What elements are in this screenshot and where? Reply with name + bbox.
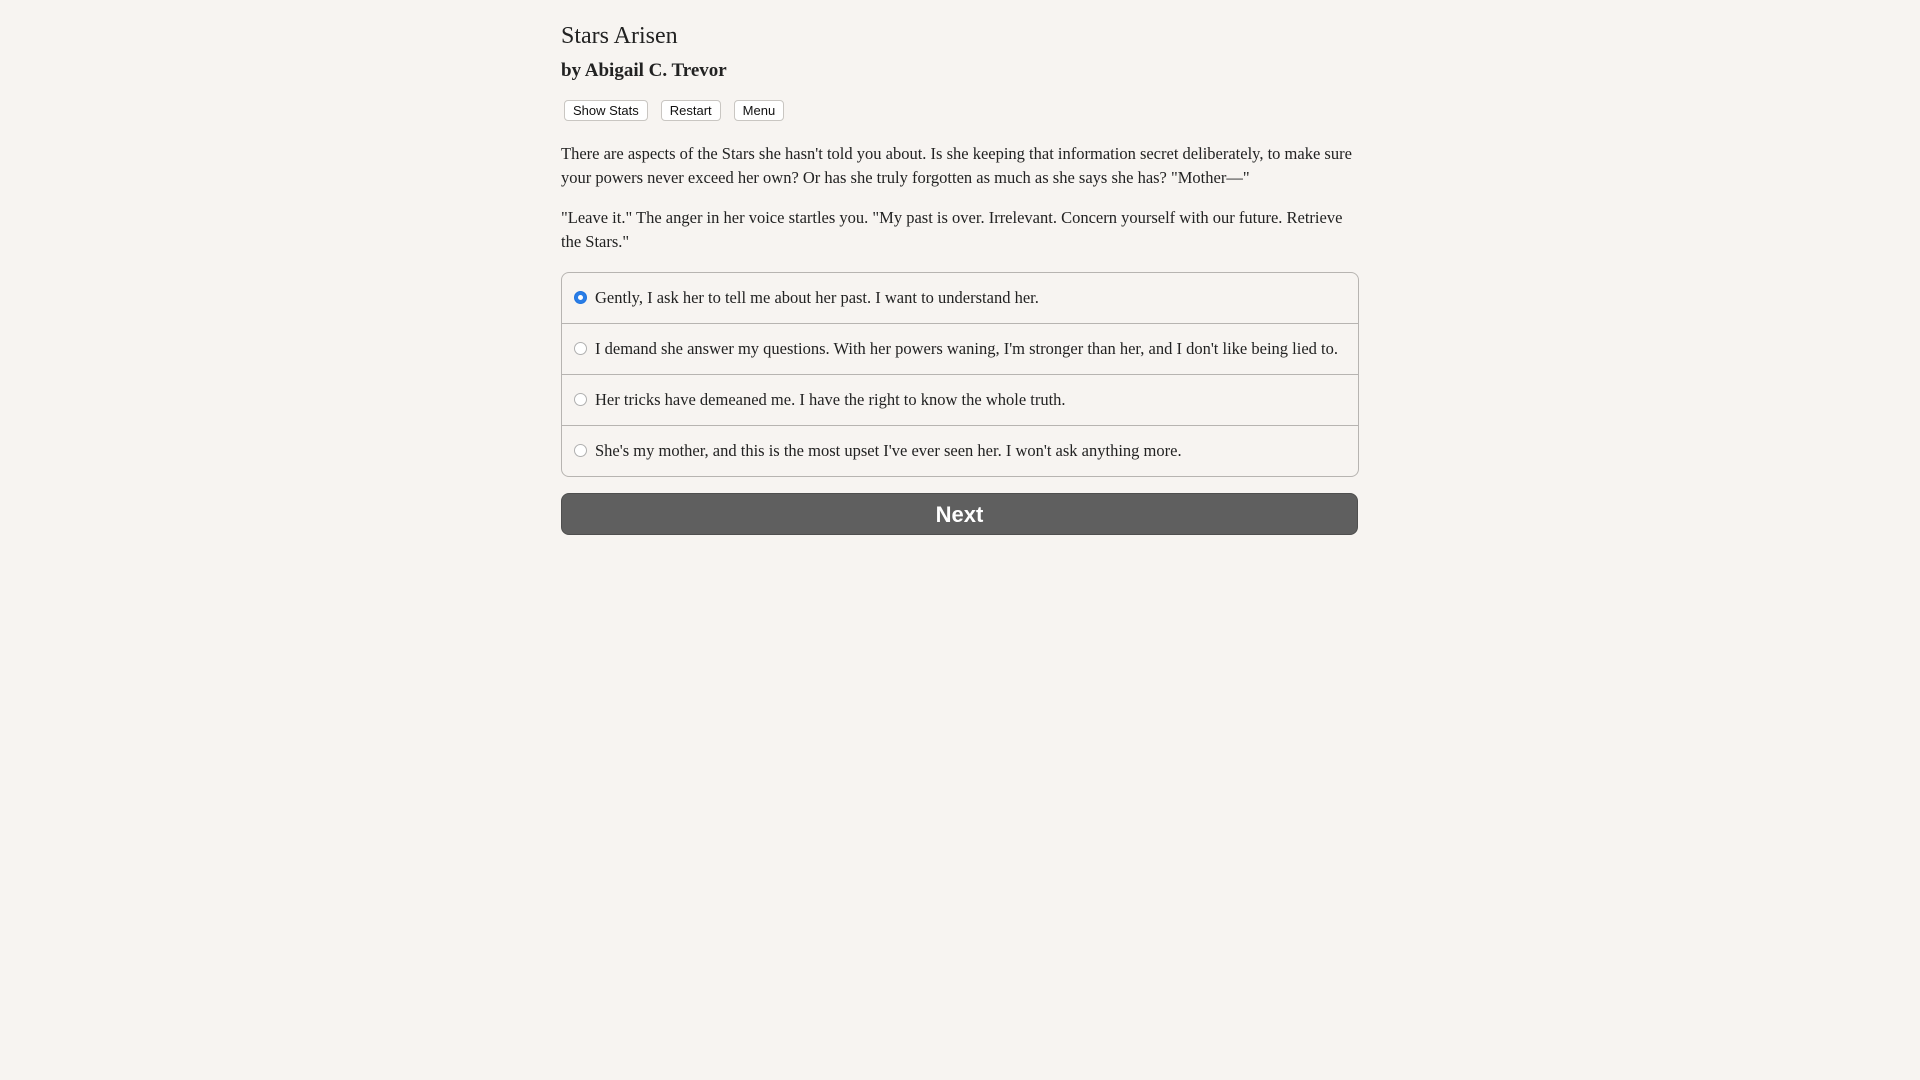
radio-button-icon[interactable] <box>574 393 587 406</box>
game-title: Stars Arisen <box>561 23 678 49</box>
choice-label: She's my mother, and this is the most upset I've ever seen her. I won't ask anything more. <box>595 441 1182 460</box>
story-passage <box>561 142 1359 254</box>
choice-label: I demand she answer my questions. With her powers waning, I'm stronger than her, and I don't like being lied to. <box>595 339 1338 358</box>
game-container <box>561 0 1359 535</box>
choice-option-3[interactable] <box>562 374 1358 425</box>
choice-option-2[interactable] <box>562 323 1358 374</box>
game-author: by Abigail C. Trevor <box>561 60 727 81</box>
restart-button[interactable]: Restart <box>661 100 721 121</box>
show-stats-button[interactable]: Show Stats <box>564 100 648 121</box>
next-button[interactable]: Next <box>561 493 1358 535</box>
passage-paragraph: "Leave it." The anger in her voice startles you. "My past is over. Irrelevant. Concern yourself with our future. Retrieve the Stars." <box>561 208 1343 251</box>
radio-button-icon[interactable] <box>574 342 587 355</box>
choice-option-1[interactable] <box>562 273 1358 323</box>
radio-button-selected-icon[interactable] <box>574 291 587 304</box>
passage-paragraph: There are aspects of the Stars she hasn't told you about. Is she keeping that information secret deliberately, to make sure your powers never exceed her own? Or has she truly forgotten as much as she says she has? "Mother—" <box>561 144 1352 187</box>
choice-list <box>561 272 1359 477</box>
choice-label: Gently, I ask her to tell me about her past. I want to understand her. <box>595 288 1039 307</box>
choice-option-4[interactable] <box>562 425 1358 476</box>
choice-label: Her tricks have demeaned me. I have the right to know the whole truth. <box>595 390 1066 409</box>
menu-button[interactable]: Menu <box>734 100 785 121</box>
radio-button-icon[interactable] <box>574 444 587 457</box>
toolbar <box>561 100 1359 122</box>
